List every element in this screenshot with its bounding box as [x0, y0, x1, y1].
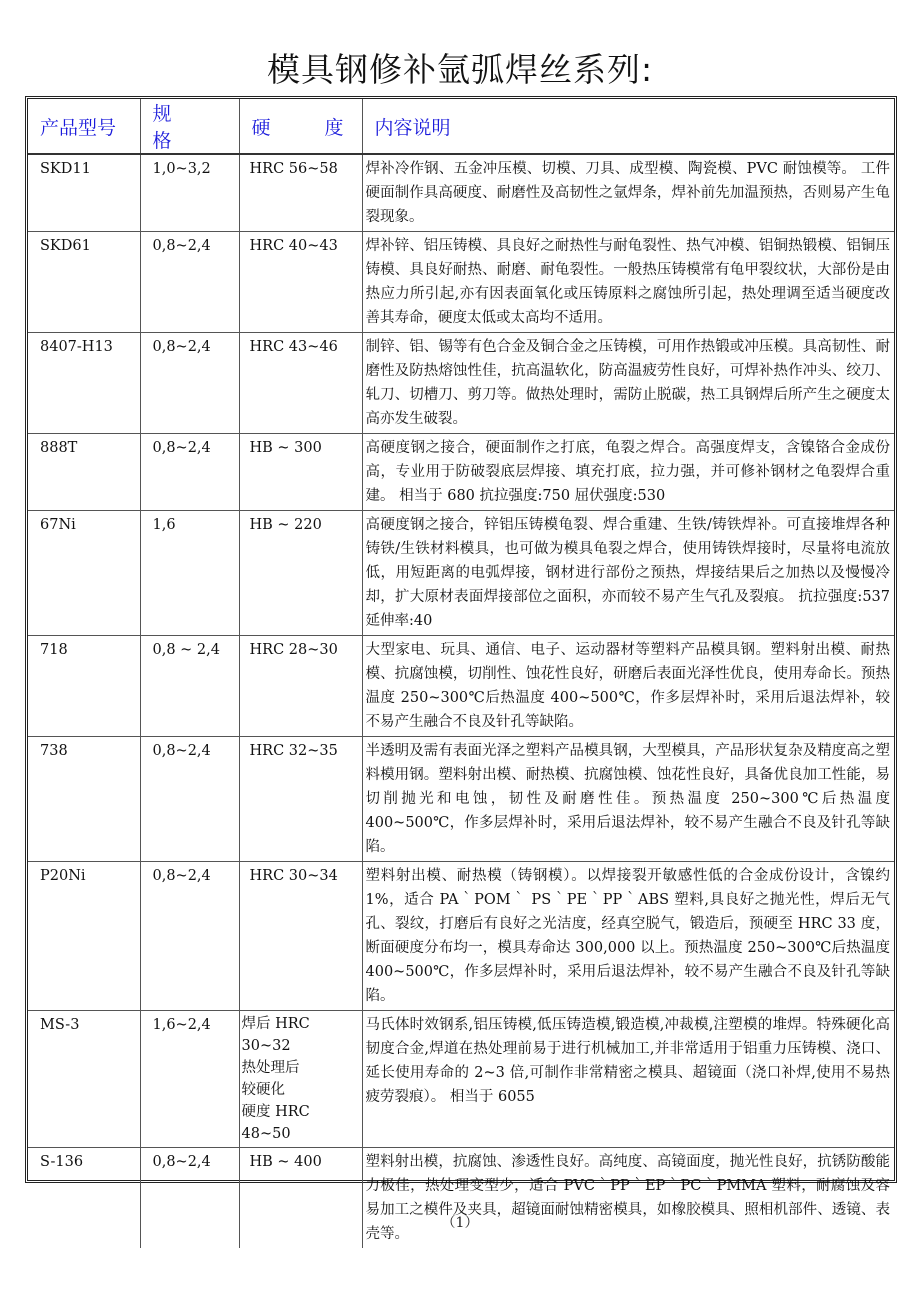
cell-description: 焊补锌、铝压铸模、具良好之耐热性与耐龟裂性、热气冲模、铝铜热锻模、铝铜压铸模、具良好耐热、耐磨、耐龟裂性。一般热压铸模常有龟甲裂纹状，大部份是由热应力所引起,亦有因表面氧化或压铸原料之腐蚀所引起，热处理调至适当硬度改善其寿命，硬度太低或太高均不适用。 — [362, 232, 894, 333]
cell-hardness: HRC 28~30 — [239, 636, 362, 737]
cell-description: 大型家电、玩具、通信、电子、运动器材等塑料产品模具钢。塑料射出模、耐热模、抗腐蚀模，切削性、蚀花性良好，研磨后表面光泽性优良，使用寿命长。预热温度 250~300℃后热温度 400~500℃，作多层焊补时，采用后退法焊补，较不易产生融合不良及针孔等缺陷。 — [362, 636, 894, 737]
header-hardness: 硬 度 — [239, 99, 362, 154]
cell-spec: 1,6 — [140, 511, 239, 636]
table-row — [28, 737, 894, 862]
table-row — [28, 1011, 894, 1148]
cell-description: 高硬度钢之接合，锌铝压铸模龟裂、焊合重建、生铁/铸铁焊补。可直接堆焊各种铸铁/生铁材料模具，也可做为模具龟裂之焊合，使用铸铁焊接时，尽量将电流放低，用短距离的电弧焊接，钢材进行部份之预热，焊接结果后之加热以及慢慢冷却，扩大原材表面焊接部位之面积，亦而较不易产生气孔及裂痕。 抗拉强度:537 延伸率:40 — [362, 511, 894, 636]
table-row — [28, 1148, 894, 1249]
cell-description: 马氏体时效钢系,铝压铸模,低压铸造模,锻造模,冲裁模,注塑模的堆焊。特殊硬化高韧度合金,焊道在热处理前易于进行机械加工,并非常适用于铝重力压铸模、浇口、延长使用寿命的 2~3 倍,可制作非常精密之模具、超镜面（浇口补焊,使用不易热疲劳裂痕）。 相当于 6055 — [362, 1011, 894, 1148]
cell-description: 制锌、铝、锡等有色合金及铜合金之压铸模，可用作热锻或冲压模。具高韧性、耐磨性及防热熔蚀性佳，抗高温软化，防高温疲劳性良好，可焊补热作冲头、绞刀、轧刀、切槽刀、剪刀等。做热处理时，需防止脱碳，热工具钢焊后所产生之硬度太高亦发生破裂。 — [362, 333, 894, 434]
product-table-frame — [25, 96, 897, 1242]
cell-hardness — [239, 1011, 362, 1148]
cell-hardness: HB ~ 300 — [239, 434, 362, 511]
header-spec: 规 格 — [140, 99, 239, 154]
table-row — [28, 232, 894, 333]
product-table — [28, 99, 894, 1248]
hardness-line: 较硬化 — [241, 1082, 285, 1098]
page-number: （1） — [441, 1215, 479, 1231]
cell-hardness: HRC 43~46 — [239, 333, 362, 434]
cell-description: 高硬度钢之接合，硬面制作之打底，龟裂之焊合。高强度焊支，含镍铬合金成份高，专业用于防破裂底层焊接、填充打底，拉力强，并可修补钢材之龟裂焊合重建。 相当于 680 抗拉强度:750 屈伏强度:530 — [362, 434, 894, 511]
cell-spec: 0,8~2,4 — [140, 862, 239, 1011]
cell-hardness: HRC 32~35 — [239, 737, 362, 862]
cell-spec: 0,8~2,4 — [140, 434, 239, 511]
page-title: 模具钢修补氩弧焊丝系列: — [266, 50, 654, 89]
header-model: 产品型号 — [28, 99, 140, 154]
cell-model: 718 — [28, 636, 140, 737]
header-description: 内容说明 — [362, 99, 894, 154]
cell-model: 888T — [28, 434, 140, 511]
cell-spec: 0,8~2,4 — [140, 1148, 239, 1249]
cell-spec: 0,8 ~ 2,4 — [140, 636, 239, 737]
cell-hardness: HRC 40~43 — [239, 232, 362, 333]
cell-description: 塑料射出模，抗腐蚀、渗透性良好。高纯度、高镜面度，抛光性良好，抗锈防酸能力极佳，热处理变型少，适合 PVC｀PP｀EP｀PC｀PMMA 塑料，耐腐蚀及容易加工之模件及夹具，超镜面耐蚀精密模具，如橡胶模具、照相机部件、透镜、表壳等。 — [365, 1154, 890, 1242]
cell-description: 焊补冷作钢、五金冲压模、切模、刀具、成型模、陶瓷模、PVC 耐蚀模等。 工件硬面制作具高硬度、耐磨性及高韧性之氩焊条，焊补前先加温预热，否则易产生龟裂现象。 — [362, 154, 894, 232]
cell-model: S-136 — [28, 1148, 140, 1249]
cell-spec: 0,8~2,4 — [140, 232, 239, 333]
cell-hardness: HRC 56~58 — [239, 154, 362, 232]
cell-spec: 0,8~2,4 — [140, 737, 239, 862]
cell-model: 8407-H13 — [28, 333, 140, 434]
cell-spec: 1,0~3,2 — [140, 154, 239, 232]
cell-description: 塑料射出模、耐热模（铸钢模）。以焊接裂开敏感性低的合金成份设计，含镍约 1%，适合 PA｀POM｀ PS｀PE｀PP｀ABS 塑料,具良好之抛光性，焊后无气孔、裂纹，打磨后有良好之光洁度，经真空脱气，锻造后，预硬至 HRC 33 度，断面硬度分布均一，模具寿命达 300,000 以上。预热温度 250~300℃后热温度 400~500℃，作多层焊补时，采用后退法焊补，较不易产生融合不良及针孔等缺陷。 — [362, 862, 894, 1011]
cell-hardness: HRC 30~34 — [239, 862, 362, 1011]
table-row — [28, 636, 894, 737]
table-row — [28, 154, 894, 232]
hardness-line: 硬度 HRC 48~50 — [241, 1104, 310, 1142]
cell-hardness: HB ~ 400 — [239, 1148, 362, 1249]
cell-model: MS-3 — [28, 1011, 140, 1148]
table-row — [28, 333, 894, 434]
cell-spec: 0,8~2,4 — [140, 333, 239, 434]
table-row — [28, 862, 894, 1011]
cell-description: 半透明及需有表面光泽之塑料产品模具钢，大型模具，产品形状复杂及精度高之塑料模用钢。塑料射出模、耐热模、抗腐蚀模、蚀花性良好，具备优良加工性能，易切削抛光和电蚀，韧性及耐磨性佳。预热温度 250~300℃后热温度 400~500℃，作多层焊补时，采用后退法焊补，较不易产生融合不良及针孔等缺陷。 — [362, 737, 894, 862]
cell-hardness: HB ~ 220 — [239, 511, 362, 636]
cell-model: P20Ni — [28, 862, 140, 1011]
table-row — [28, 434, 894, 511]
cell-model: SKD61 — [28, 232, 140, 333]
hardness-line: 热处理后 — [241, 1060, 300, 1076]
cell-spec: 1,6~2,4 — [140, 1011, 239, 1148]
cell-model: 738 — [28, 737, 140, 862]
table-header-row — [28, 99, 894, 154]
hardness-line: 焊后 HRC 30~32 — [241, 1016, 310, 1054]
cell-model: 67Ni — [28, 511, 140, 636]
table-row — [28, 511, 894, 636]
cell-model: SKD11 — [28, 154, 140, 232]
